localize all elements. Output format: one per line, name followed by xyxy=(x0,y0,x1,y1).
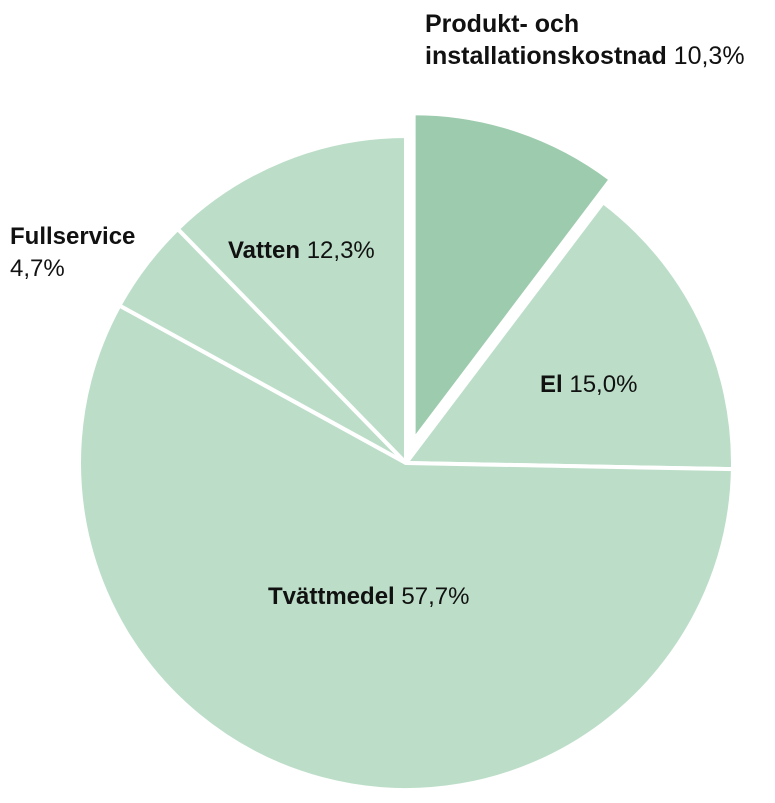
slice-name: Tvättmedel xyxy=(268,583,395,610)
svg-text:Produkt- och xyxy=(425,10,579,38)
slice-name: installationskostnad xyxy=(425,42,667,70)
slice-value: 12,3% xyxy=(300,237,375,264)
svg-text:El 15,0% xyxy=(540,371,637,398)
slice-value: 57,7% xyxy=(394,583,470,610)
slice-value: 4,7% xyxy=(10,255,65,282)
slice-name: Fullservice xyxy=(10,223,136,250)
slice-label-fullservice xyxy=(10,223,135,282)
slice-label-el xyxy=(540,371,637,398)
slice-name: Produkt- och xyxy=(425,10,580,38)
svg-text:Vatten 12,3% xyxy=(228,237,375,264)
slice-name: Vatten xyxy=(228,237,301,264)
svg-text:Tvättmedel 57,7% xyxy=(268,583,469,610)
slice-value: 15,0% xyxy=(562,371,638,398)
slice-name: El xyxy=(540,371,563,398)
slice-label-produkt-och-installationskostnad xyxy=(425,10,745,70)
slice-value: 10,3% xyxy=(666,42,745,70)
svg-text:installationskostnad 10,3% xyxy=(425,42,745,70)
slice-label-tvattmedel xyxy=(268,583,469,610)
slice-label-vatten xyxy=(228,237,375,264)
